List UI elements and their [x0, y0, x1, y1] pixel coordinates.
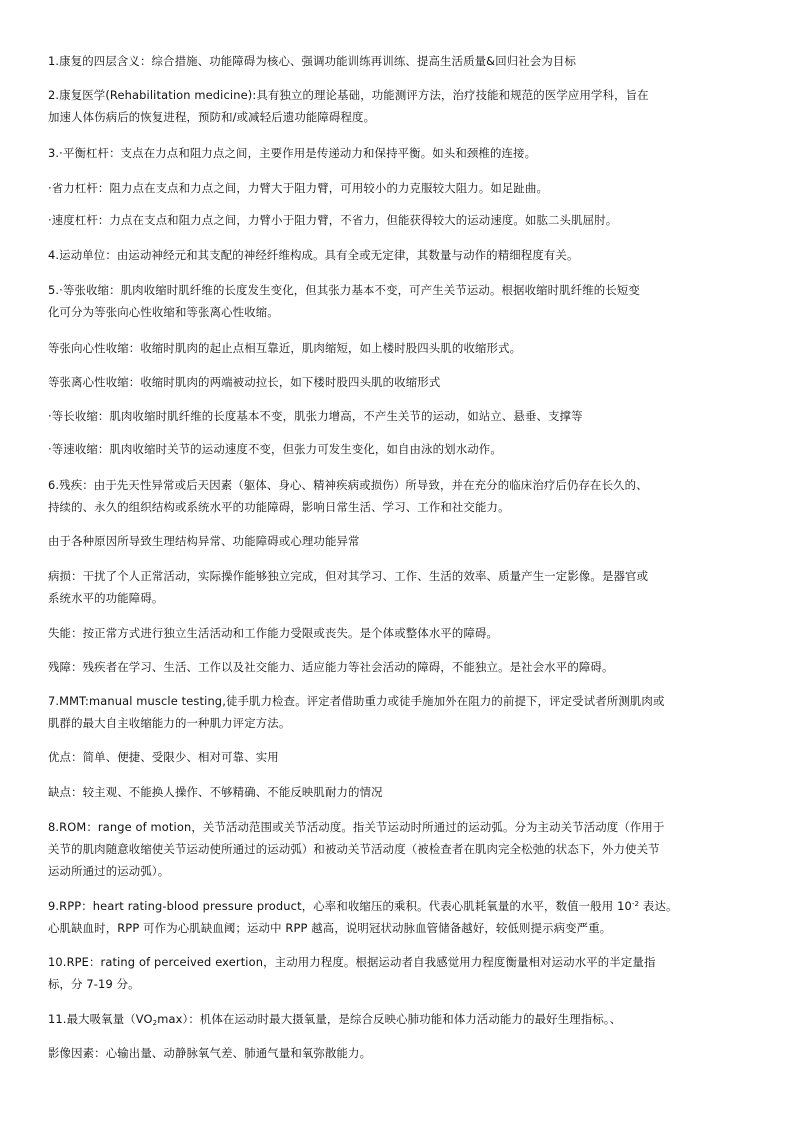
item-8-rom-line3: 运动所通过的运动弧）。 [48, 864, 170, 878]
item-4-motor-unit: 4.运动单位：由运动神经元和其支配的神经纤维构成。具有全或无定律，其数量与动作的精细程度有关。 [48, 248, 579, 262]
item-9-rpp-text-a: 9.RPP：heart rating-blood pressure product，心率和收缩压的乘积。代表心肌耗氧量的水平，数值一般用 10 [48, 899, 632, 913]
item-6-disability-line2: 持续的、永久的组织结构或系统水平的功能障碍，影响日常生活、学习、工作和社交能力。 [48, 500, 510, 514]
item-11-subscript: 2 [152, 1019, 158, 1026]
item-1-rehab-meaning: 1.康复的四层含义：综合措施、功能障碍为核心、强调功能训练再训练、提高生活质量&回归社会为目标 [48, 54, 576, 68]
item-10-rpe-line1: 10.RPE：rating of perceived exertion，主动用力程度。根据运动者自我感觉用力程度衡量相对运动水平的半定量指 [48, 955, 656, 969]
item-5-isotonic-line2: 化可分为等张向心性收缩和等张离心性收缩。 [48, 305, 279, 319]
item-6-disability-level: 失能：按正常方式进行独立生活活动和工作能力受限或丧失。是个体或整体水平的障碍。 [48, 626, 499, 640]
item-2-rehab-medicine-line2: 加速人体伤病后的恢复进程，预防和/或减轻后遗功能障碍程度。 [48, 110, 376, 124]
item-11-factors: 影像因素：心输出量、动静脉氧气差、肺通气量和氧弥散能力。 [48, 1046, 372, 1060]
item-7-mmt-line1: 7.MMT:manual muscle testing,徒手肌力检查。评定者借助重力或徒手施加外在阻力的前提下，评定受试者所测肌肉或 [48, 694, 665, 708]
item-6-handicap: 残障：残疾者在学习、生活、工作以及社交能力、适应能力等社会活动的障碍，不能独立。是社会水平的障碍。 [48, 660, 614, 674]
item-3-speed-lever: ·速度杠杆：力点在支点和阻力点之间，力臂小于阻力臂，不省力，但能获得较大的运动速度。如肱二头肌屈肘。 [48, 213, 618, 227]
item-6-impairment-line1: 病损：干扰了个人正常活动，实际操作能够独立完成，但对其学习、工作、生活的效率、质量产生一定影像。是器官或 [48, 569, 649, 583]
item-11-vo2max [48, 1012, 754, 1026]
item-10-rpe-line2: 标，分 7-19 分。 [48, 977, 140, 991]
item-5-eccentric: 等张离心性收缩：收缩时肌肉的两端被动拉长，如下楼时股四头肌的收缩形式 [48, 375, 441, 389]
item-2-rehab-medicine-line1: 2.康复医学(Rehabilitation medicine):具有独立的理论基础，功能测评方法，治疗技能和规范的医学应用学科，旨在 [48, 88, 649, 102]
item-6-impairment-line2: 系统水平的功能障碍。 [48, 591, 164, 605]
item-7-mmt-line2: 肌群的最大自主收缩能力的一种肌力评定方法。 [48, 716, 291, 730]
item-9-rpp-line1 [48, 899, 754, 913]
item-7-advantages: 优点：简单、便捷、受限少、相对可靠、实用 [48, 750, 279, 764]
item-9-rpp-line2: 心肌缺血时，RPP 可作为心肌缺血阈；运动中 RPP 越高，说明冠状动脉血管储备越好，较低则提示病变严重。 [48, 921, 612, 935]
item-11-text-a: 11.最大吸氧量（VO [48, 1012, 153, 1026]
item-8-rom-line1: 8.ROM：range of motion，关节活动范围或关节活动度。指关节运动时所通过的运动弧。分为主动关节活动度（作用于 [48, 820, 665, 834]
item-3-force-saving-lever: ·省力杠杆：阻力点在支点和力点之间，力臂大于阻力臂，可用较小的力克服较大阻力。如足趾曲。 [48, 181, 549, 195]
item-9-rpp-exponent: -2 [631, 900, 640, 908]
item-3-balance-lever: 3.·平衡杠杆：支点在力点和阻力点之间，主要作用是传递动力和保持平衡。如头和颈椎的连接。 [48, 146, 537, 160]
item-5-concentric: 等张向心性收缩：收缩时肌肉的起止点相互靠近，肌肉缩短，如上楼时股四头肌的收缩形式。 [48, 341, 522, 355]
item-6-causes: 由于各种原因所导致生理结构异常、功能障碍或心理功能异常 [48, 534, 360, 548]
item-7-disadvantages: 缺点：较主观、不能换人操作、不够精确、不能反映肌耐力的情况 [48, 785, 383, 799]
item-11-text-b: max）：机体在运动时最大摄氧量，是综合反映心肺功能和体力活动能力的最好生理指标。、 [157, 1012, 622, 1026]
item-6-disability-line1: 6.残疾：由于先天性异常或后天因素（躯体、身心、精神疾病或损伤）所导致，并在充分的临床治疗后仍存在长久的、 [48, 478, 648, 492]
item-5-isokinetic: ·等速收缩：肌肉收缩时关节的运动速度不变，但张力可发生变化，如自由泳的划水动作。 [48, 442, 502, 456]
item-9-rpp-text-b: 表达。 [639, 899, 678, 913]
item-8-rom-line2: 关节的肌肉随意收缩使关节运动使所通过的运动弧）和被动关节活动度（被检查者在肌肉完全松弛的状态下，外力使关节 [48, 842, 660, 856]
item-5-isometric: ·等长收缩：肌肉收缩时肌纤维的长度基本不变，肌张力增高，不产生关节的运动，如站立、悬垂、支撑等 [48, 409, 583, 423]
item-5-isotonic-line1: 5.·等张收缩：肌肉收缩时肌纤维的长度发生变化，但其张力基本不变，可产生关节运动。根据收缩时肌纤维的长短变 [48, 283, 640, 297]
